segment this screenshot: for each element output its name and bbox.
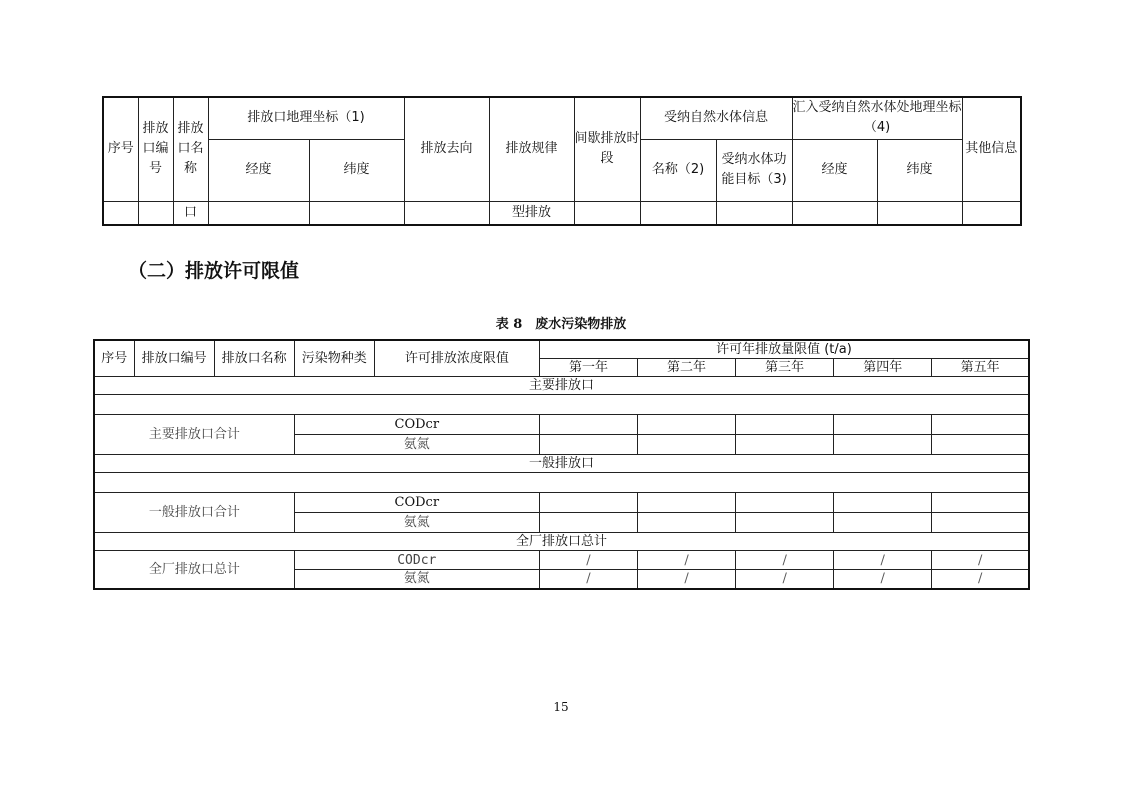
header-function-target: 受纳水体功能目标（3) — [716, 139, 792, 201]
header-pattern: 排放规律 — [489, 97, 574, 201]
main-total-label: 主要排放口合计 — [94, 415, 294, 455]
cell-slash: / — [932, 570, 1029, 589]
cell-outlet-name: 口 — [173, 201, 208, 225]
section-row-general: 一般排放口 — [94, 455, 1029, 473]
header-seq: 序号 — [94, 340, 134, 377]
cell-empty — [638, 513, 736, 533]
main-ammonia-label: 氨氮 — [294, 435, 539, 455]
cell-empty — [932, 435, 1029, 455]
cell-empty — [932, 493, 1029, 513]
cell-empty — [932, 415, 1029, 435]
header-inflow-coord: 汇入受纳自然水体处地理坐标（4) — [792, 97, 962, 139]
cell-empty — [834, 493, 932, 513]
cell-empty — [792, 201, 877, 225]
header-year-1: 第一年 — [539, 359, 637, 377]
header-other: 其他信息 — [962, 97, 1021, 201]
cell-empty — [94, 395, 1029, 415]
header-inflow-latitude: 纬度 — [877, 139, 962, 201]
header-inflow-longitude: 经度 — [792, 139, 877, 201]
section-row-main: 主要排放口 — [94, 377, 1029, 395]
header-longitude: 经度 — [208, 139, 309, 201]
cell-slash: / — [736, 570, 834, 589]
table-row — [94, 551, 1029, 570]
header-concentration: 许可排放浓度限值 — [374, 340, 539, 377]
main-cod-label: CODcr — [294, 415, 539, 435]
cell-slash: / — [834, 570, 932, 589]
section-row-plant: 全厂排放口总计 — [94, 533, 1029, 551]
header-year-5: 第五年 — [932, 359, 1029, 377]
wastewater-pollutant-table — [93, 339, 1030, 590]
cell-empty — [736, 513, 834, 533]
cell-slash: / — [638, 570, 736, 589]
table-row — [94, 415, 1029, 435]
cell-empty — [539, 493, 637, 513]
plant-cod-label: CODcr — [294, 551, 539, 570]
header-latitude: 纬度 — [309, 139, 404, 201]
section-heading: （二）排放许可限值 — [128, 260, 300, 282]
cell-empty — [877, 201, 962, 225]
page-number: 15 — [553, 700, 569, 714]
header-geo-coord: 排放口地理坐标（1) — [208, 97, 404, 139]
header-pollutant: 污染物种类 — [294, 340, 374, 377]
general-ammonia-label: 氨氮 — [294, 513, 539, 533]
table-row — [94, 493, 1029, 513]
general-total-label: 一般排放口合计 — [94, 493, 294, 533]
header-year-4: 第四年 — [834, 359, 932, 377]
cell-empty — [404, 201, 489, 225]
cell-empty — [736, 493, 834, 513]
cell-empty — [640, 201, 716, 225]
header-receiving-info: 受纳自然水体信息 — [640, 97, 792, 139]
header-intermittent: 间歇排放时段 — [574, 97, 640, 201]
cell-empty — [834, 415, 932, 435]
plant-ammonia-label: 氨氮 — [294, 570, 539, 589]
cell-slash: / — [834, 551, 932, 570]
general-cod-label: CODcr — [294, 493, 539, 513]
cell-empty — [834, 435, 932, 455]
cell-empty — [638, 415, 736, 435]
cell-empty — [539, 415, 637, 435]
table-row — [94, 395, 1029, 415]
cell-empty — [638, 493, 736, 513]
table-row — [94, 473, 1029, 493]
cell-empty — [716, 201, 792, 225]
cell-empty — [962, 201, 1021, 225]
cell-empty — [736, 435, 834, 455]
table-row — [103, 201, 1021, 225]
cell-slash: / — [539, 570, 637, 589]
cell-empty — [574, 201, 640, 225]
header-destination: 排放去向 — [404, 97, 489, 201]
cell-empty — [736, 415, 834, 435]
header-annual-limit: 许可年排放量限值 (t/a) — [539, 340, 1029, 359]
cell-empty — [932, 513, 1029, 533]
cell-slash: / — [539, 551, 637, 570]
cell-slash: / — [638, 551, 736, 570]
cell-empty — [309, 201, 404, 225]
cell-empty — [539, 435, 637, 455]
table-caption: 表 8 废水污染物排放 — [495, 317, 627, 332]
plant-total-label: 全厂排放口总计 — [94, 551, 294, 589]
header-seq: 序号 — [103, 97, 138, 201]
header-outlet-name: 排放口名称 — [214, 340, 294, 377]
cell-slash: / — [932, 551, 1029, 570]
header-outlet-code: 排放口编号 — [134, 340, 214, 377]
header-outlet-code: 排放口编号 — [138, 97, 173, 201]
header-year-2: 第二年 — [638, 359, 736, 377]
cell-empty — [539, 513, 637, 533]
cell-pattern: 型排放 — [489, 201, 574, 225]
outlet-info-table — [102, 96, 1022, 226]
header-receiving-name: 名称（2) — [640, 139, 716, 201]
cell-empty — [138, 201, 173, 225]
cell-empty — [208, 201, 309, 225]
header-year-3: 第三年 — [736, 359, 834, 377]
header-outlet-name: 排放口名称 — [173, 97, 208, 201]
cell-empty — [94, 473, 1029, 493]
cell-slash: / — [736, 551, 834, 570]
cell-empty — [638, 435, 736, 455]
cell-empty — [834, 513, 932, 533]
cell-empty — [103, 201, 138, 225]
